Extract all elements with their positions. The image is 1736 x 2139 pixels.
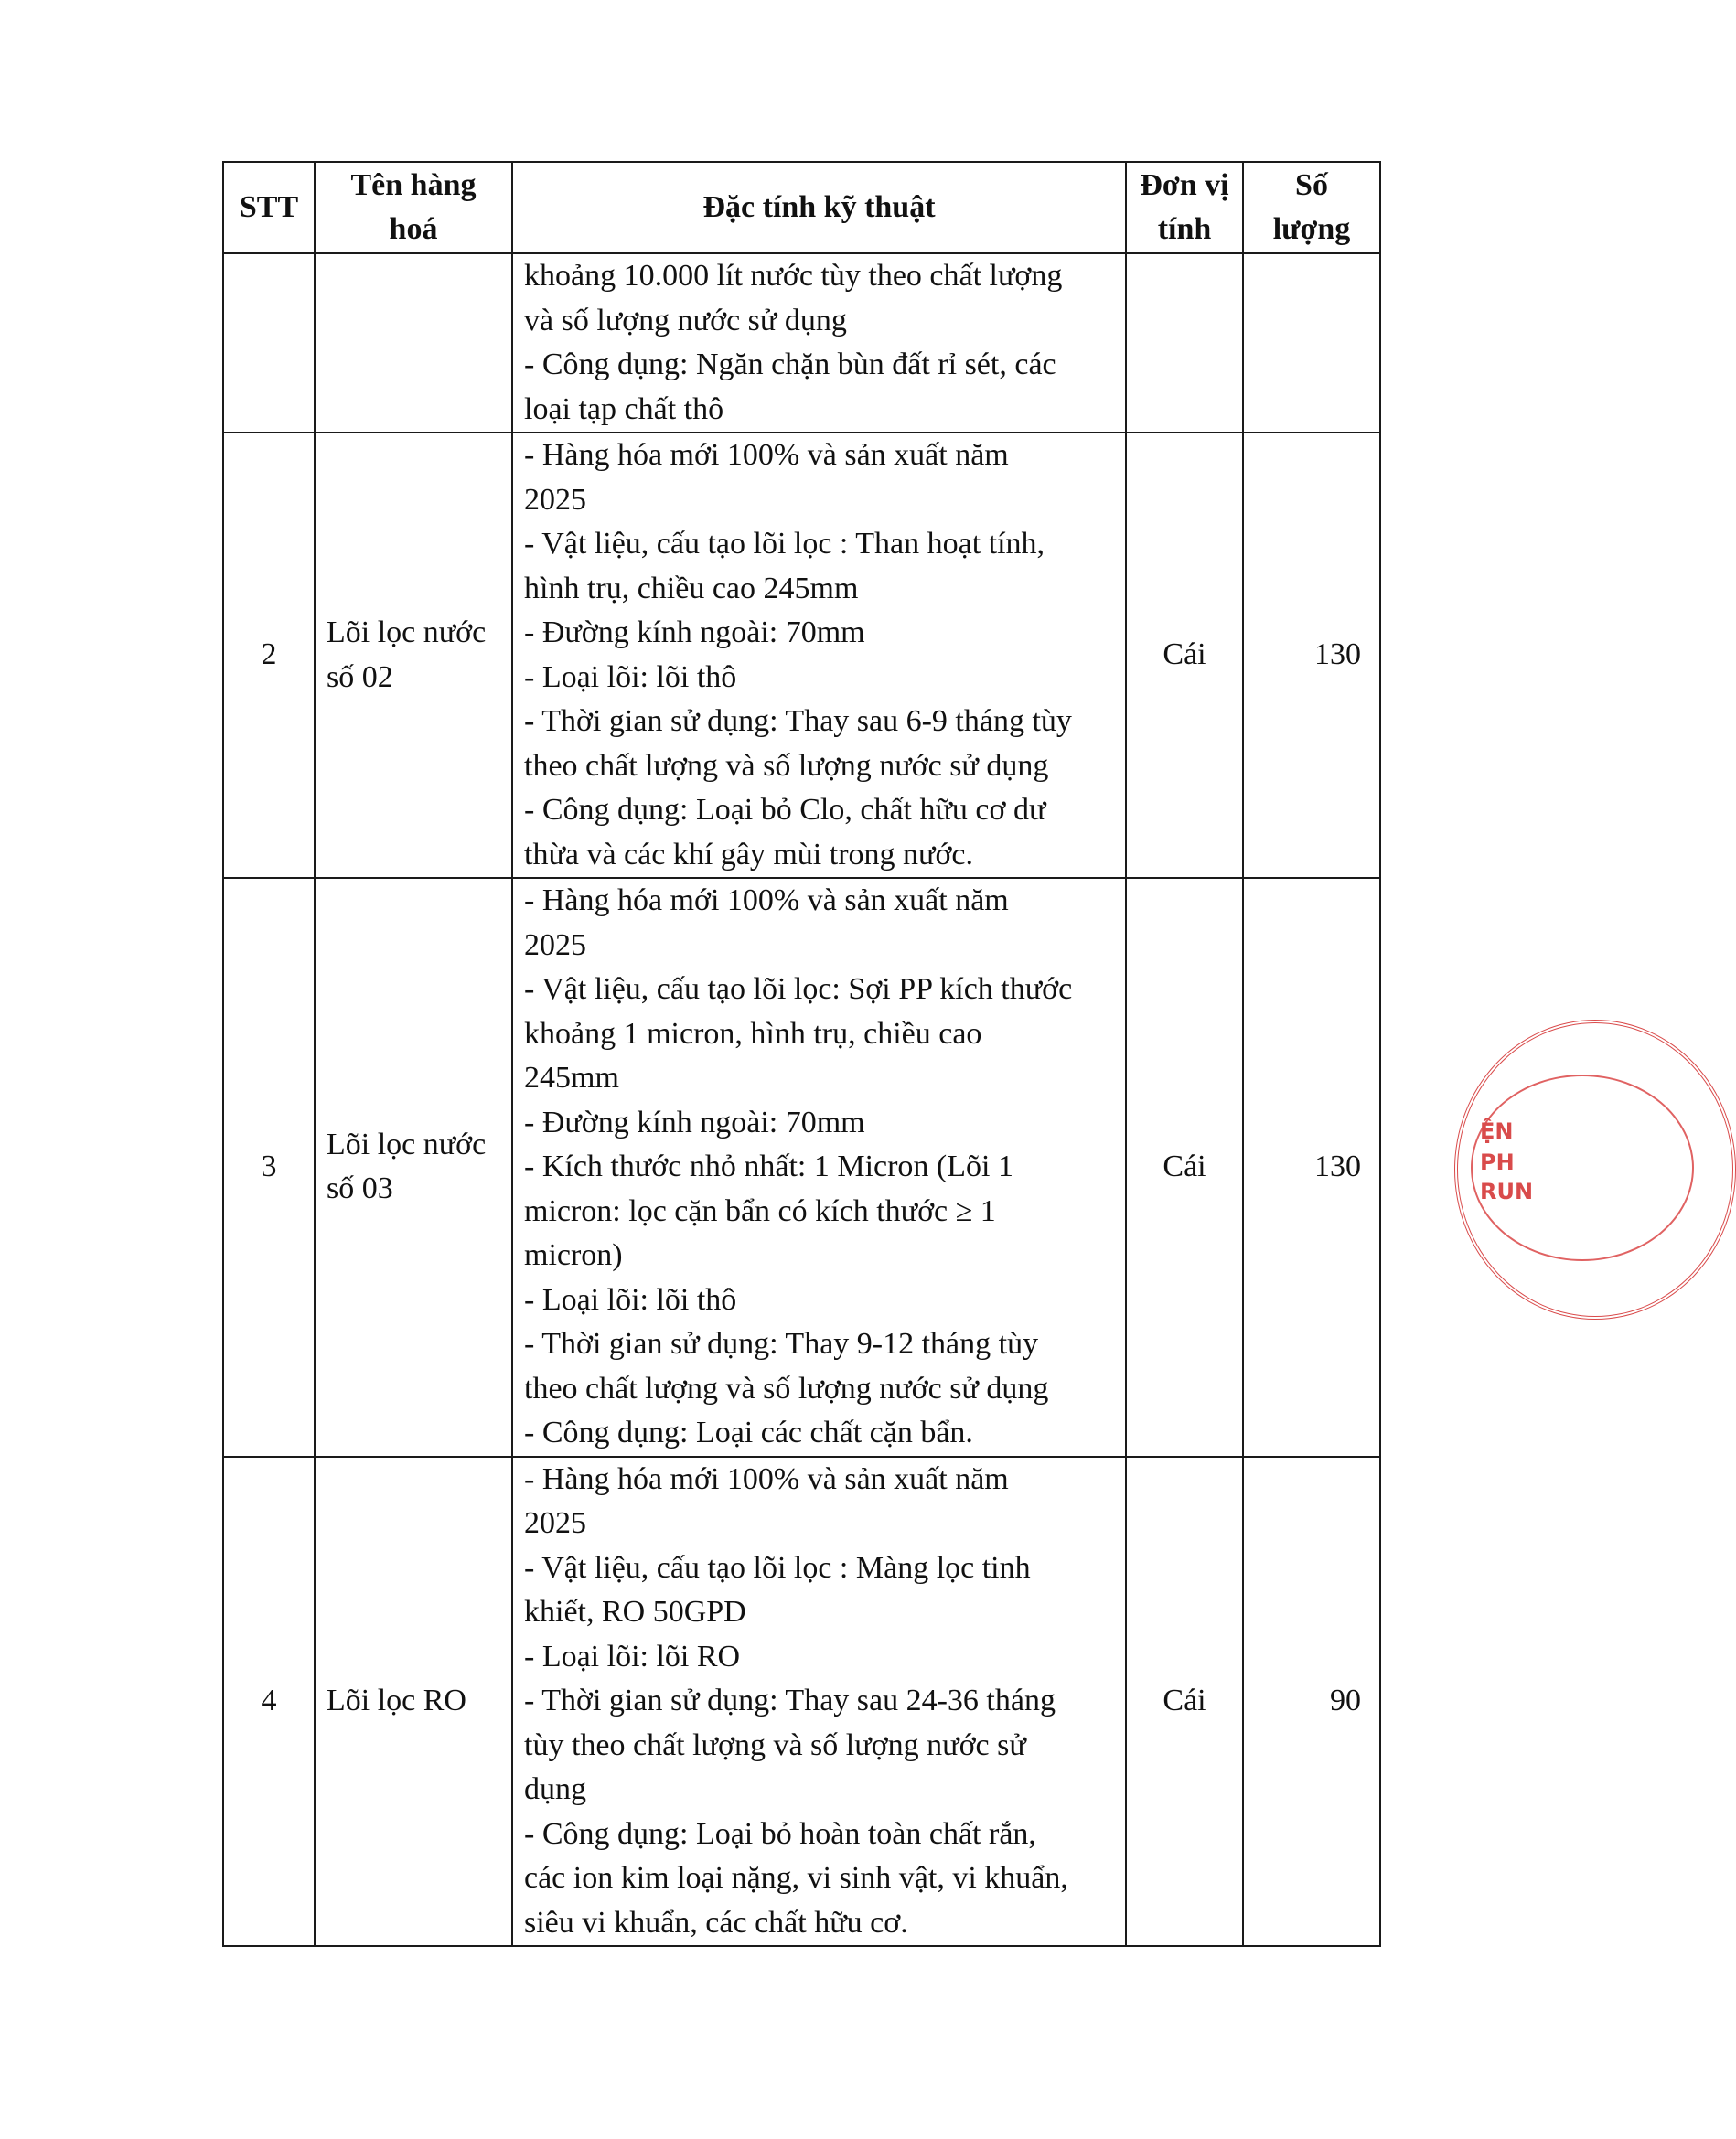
spec-line: micron) — [524, 1238, 623, 1272]
spec-line: hình trụ, chiều cao 245mm — [524, 571, 859, 605]
spec-line: - Công dụng: Loại bỏ Clo, chất hữu cơ dư — [524, 793, 1046, 827]
header-name: Tên hàng hoá — [315, 162, 512, 253]
spec-line: - Công dụng: Loại bỏ hoàn toàn chất rắn, — [524, 1816, 1036, 1851]
cell-unit — [1126, 253, 1243, 433]
spec-line: - Công dụng: Loại các chất cặn bẩn. — [524, 1416, 973, 1449]
stamp-text-3: RUN — [1480, 1179, 1534, 1204]
spec-line: và số lượng nước sử dụng — [524, 303, 847, 337]
cell-qty: 130 — [1243, 878, 1380, 1457]
name-line: số 03 — [327, 1171, 393, 1206]
cell-stt: 4 — [223, 1457, 315, 1947]
stamp-text-1: ỆN — [1480, 1118, 1514, 1144]
spec-line: - Thời gian sử dụng: Thay sau 24-36 tháng — [524, 1684, 1056, 1717]
cell-spec — [512, 253, 1126, 433]
spec-line: khiết, RO 50GPD — [524, 1595, 746, 1629]
header-spec: Đặc tính kỹ thuật — [512, 162, 1126, 253]
spec-line: - Loại lõi: lõi RO — [524, 1639, 741, 1674]
spec-line: - Hàng hóa mới 100% và sản xuất năm — [524, 883, 1009, 917]
table-row — [223, 1457, 1380, 1947]
spec-line: - Loại lõi: lõi thô — [524, 1282, 737, 1317]
goods-spec-table — [222, 161, 1381, 1947]
cell-spec — [512, 1457, 1126, 1947]
header-unit: Đơn vị tính — [1126, 162, 1243, 253]
spec-line: - Hàng hóa mới 100% và sản xuất năm — [524, 1461, 1009, 1496]
spec-line: - Thời gian sử dụng: Thay 9-12 tháng tùy — [524, 1327, 1039, 1361]
header-stt: STT — [223, 162, 315, 253]
cell-unit: Cái — [1126, 878, 1243, 1457]
spec-line: 2025 — [524, 927, 586, 962]
cell-unit: Cái — [1126, 433, 1243, 878]
spec-line: - Đường kính ngoài: 70mm — [524, 615, 865, 649]
cell-qty: 90 — [1243, 1457, 1380, 1947]
spec-line: khoảng 10.000 lít nước tùy theo chất lượng — [524, 259, 1063, 293]
spec-line: thừa và các khí gây mùi trong nước. — [524, 837, 974, 872]
stamp-text-2: PH — [1480, 1150, 1515, 1175]
spec-line: - Thời gian sử dụng: Thay sau 6-9 tháng tùy — [524, 704, 1072, 738]
cell-name — [315, 433, 512, 878]
table-row — [223, 878, 1380, 1457]
spec-line: 2025 — [524, 482, 586, 517]
spec-line: theo chất lượng và số lượng nước sử dụng — [524, 748, 1049, 783]
spec-line: - Hàng hóa mới 100% và sản xuất năm — [524, 438, 1009, 472]
name-line: số 02 — [327, 659, 393, 694]
spec-line: 245mm — [524, 1061, 619, 1095]
cell-qty: 130 — [1243, 433, 1380, 878]
cell-name — [315, 253, 512, 433]
spec-line: siêu vi khuẩn, các chất hữu cơ. — [524, 1905, 908, 1940]
table-header-row — [223, 162, 1380, 253]
cell-unit: Cái — [1126, 1457, 1243, 1947]
header-qty: Số lượng — [1243, 162, 1380, 253]
red-stamp — [1454, 1020, 1534, 1321]
table-row — [223, 433, 1380, 878]
spec-line: 2025 — [524, 1506, 586, 1540]
spec-line: - Công dụng: Ngăn chặn bùn đất rỉ sét, các — [524, 348, 1056, 381]
cell-spec — [512, 878, 1126, 1457]
spec-line: - Vật liệu, cấu tạo lõi lọc: Sợi PP kích thước — [524, 972, 1073, 1006]
name-line: Lõi lọc RO — [327, 1684, 466, 1717]
spec-line: các ion kim loại nặng, vi sinh vật, vi khuẩn, — [524, 1861, 1068, 1895]
spec-line: khoảng 1 micron, hình trụ, chiều cao — [524, 1016, 982, 1051]
spec-line: micron: lọc cặn bẩn có kích thước ≥ 1 — [524, 1193, 996, 1228]
cell-name — [315, 878, 512, 1457]
cell-stt: 3 — [223, 878, 315, 1457]
spec-line: - Đường kính ngoài: 70mm — [524, 1105, 865, 1139]
cell-qty — [1243, 253, 1380, 433]
cell-stt: 2 — [223, 433, 315, 878]
spec-line: dụng — [524, 1772, 586, 1806]
spec-line: - Kích thước nhỏ nhất: 1 Micron (Lõi 1 — [524, 1150, 1013, 1183]
spec-line: - Vật liệu, cấu tạo lõi lọc : Than hoạt tính, — [524, 527, 1045, 561]
name-line: Lõi lọc nước — [327, 1127, 487, 1161]
spec-line: loại tạp chất thô — [524, 391, 724, 426]
name-line: Lõi lọc nước — [327, 615, 487, 649]
spec-line: tùy theo chất lượng và số lượng nước sử — [524, 1727, 1026, 1762]
table-row — [223, 253, 1380, 433]
spec-line: - Loại lõi: lõi thô — [524, 659, 737, 694]
cell-spec — [512, 433, 1126, 878]
spec-line: - Vật liệu, cấu tạo lõi lọc : Màng lọc tinh — [524, 1550, 1031, 1585]
cell-name — [315, 1457, 512, 1947]
cell-stt — [223, 253, 315, 433]
spec-line: theo chất lượng và số lượng nước sử dụng — [524, 1371, 1049, 1406]
